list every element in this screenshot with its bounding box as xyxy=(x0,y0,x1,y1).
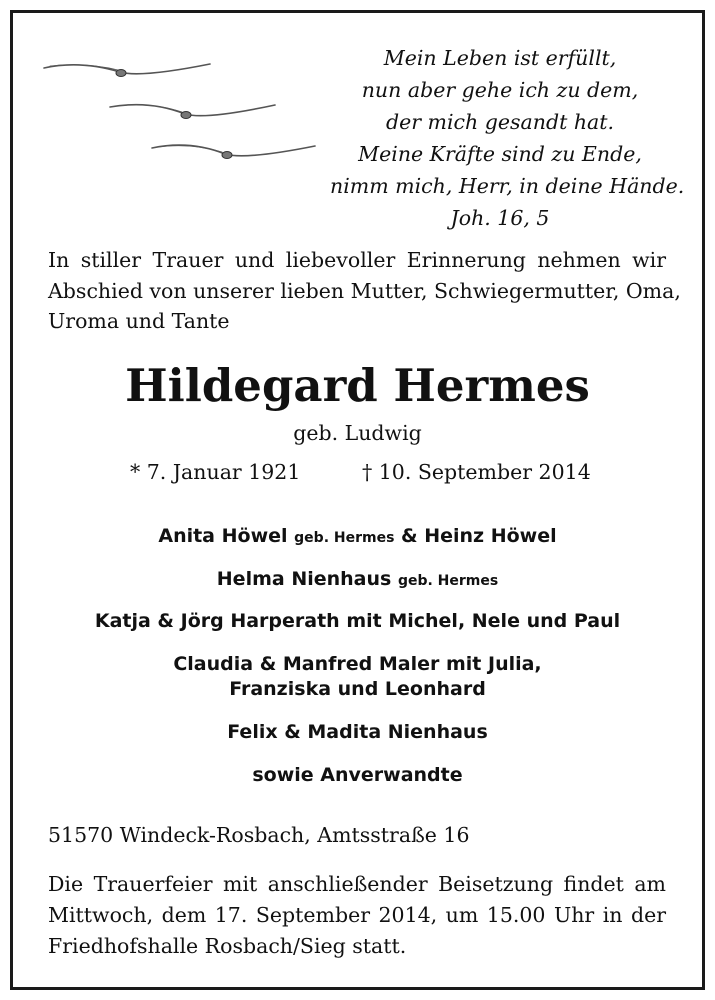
intro-text xyxy=(48,245,681,337)
mourner-name: Helma Nienhaus xyxy=(216,568,392,590)
ceremony-text xyxy=(48,869,666,962)
mourner-line: Franziska und Leonhard xyxy=(229,678,486,700)
bird-icon xyxy=(44,64,210,77)
flying-birds-illustration xyxy=(40,50,320,170)
quote-line: Mein Leben ist erfüllt, xyxy=(383,46,617,70)
intro-line: Uroma und Tante xyxy=(48,309,230,333)
ceremony-line: Friedhofshalle Rosbach/Sieg statt. xyxy=(48,934,407,958)
birth-date: * 7. Januar 1921 xyxy=(130,460,301,484)
mourner-line: sowie Anverwandte xyxy=(252,764,463,786)
quote-line: nun aber gehe ich zu dem, xyxy=(361,78,639,102)
ceremony-line: Mittwoch, dem 17. September 2014, um 15.00 Uhr in der xyxy=(48,903,666,927)
mourner-line xyxy=(0,565,715,595)
mourner-name: Anita Höwel xyxy=(158,525,288,547)
quote-reference: Joh. 16, 5 xyxy=(450,206,550,230)
intro-line: In stiller Trauer und liebevoller Erinnerung nehmen wir xyxy=(48,248,666,272)
mourner-line xyxy=(0,522,715,552)
bible-quote xyxy=(330,42,685,234)
quote-line: der mich gesandt hat. xyxy=(385,110,615,134)
mourner-line: Felix & Madita Nienhaus xyxy=(227,721,488,743)
bird-icon xyxy=(110,105,275,119)
bird-icon xyxy=(152,145,315,158)
address: 51570 Windeck-Rosbach, Amtsstraße 16 xyxy=(48,823,470,847)
maiden-name: geb. Ludwig xyxy=(293,421,422,445)
mourner-line: Claudia & Manfred Maler mit Julia, xyxy=(173,653,542,675)
mourner-maiden-name: geb. Hermes xyxy=(294,530,395,546)
death-date: † 10. September 2014 xyxy=(362,460,591,484)
ceremony-line: Die Trauerfeier mit anschließender Beisetzung findet am xyxy=(48,872,666,896)
deceased-name: Hildegard Hermes xyxy=(125,359,590,412)
quote-line: nimm mich, Herr, in deine Hände. xyxy=(330,174,685,198)
mourner-maiden-name: geb. Hermes xyxy=(397,573,499,589)
intro-line: Abschied von unserer lieben Mutter, Schwiegermutter, Oma, xyxy=(48,278,681,303)
mourner-name: & Heinz Höwel xyxy=(401,525,557,547)
mourner-line: Katja & Jörg Harperath mit Michel, Nele und Paul xyxy=(94,610,621,632)
quote-line: Meine Kräfte sind zu Ende, xyxy=(358,142,642,166)
